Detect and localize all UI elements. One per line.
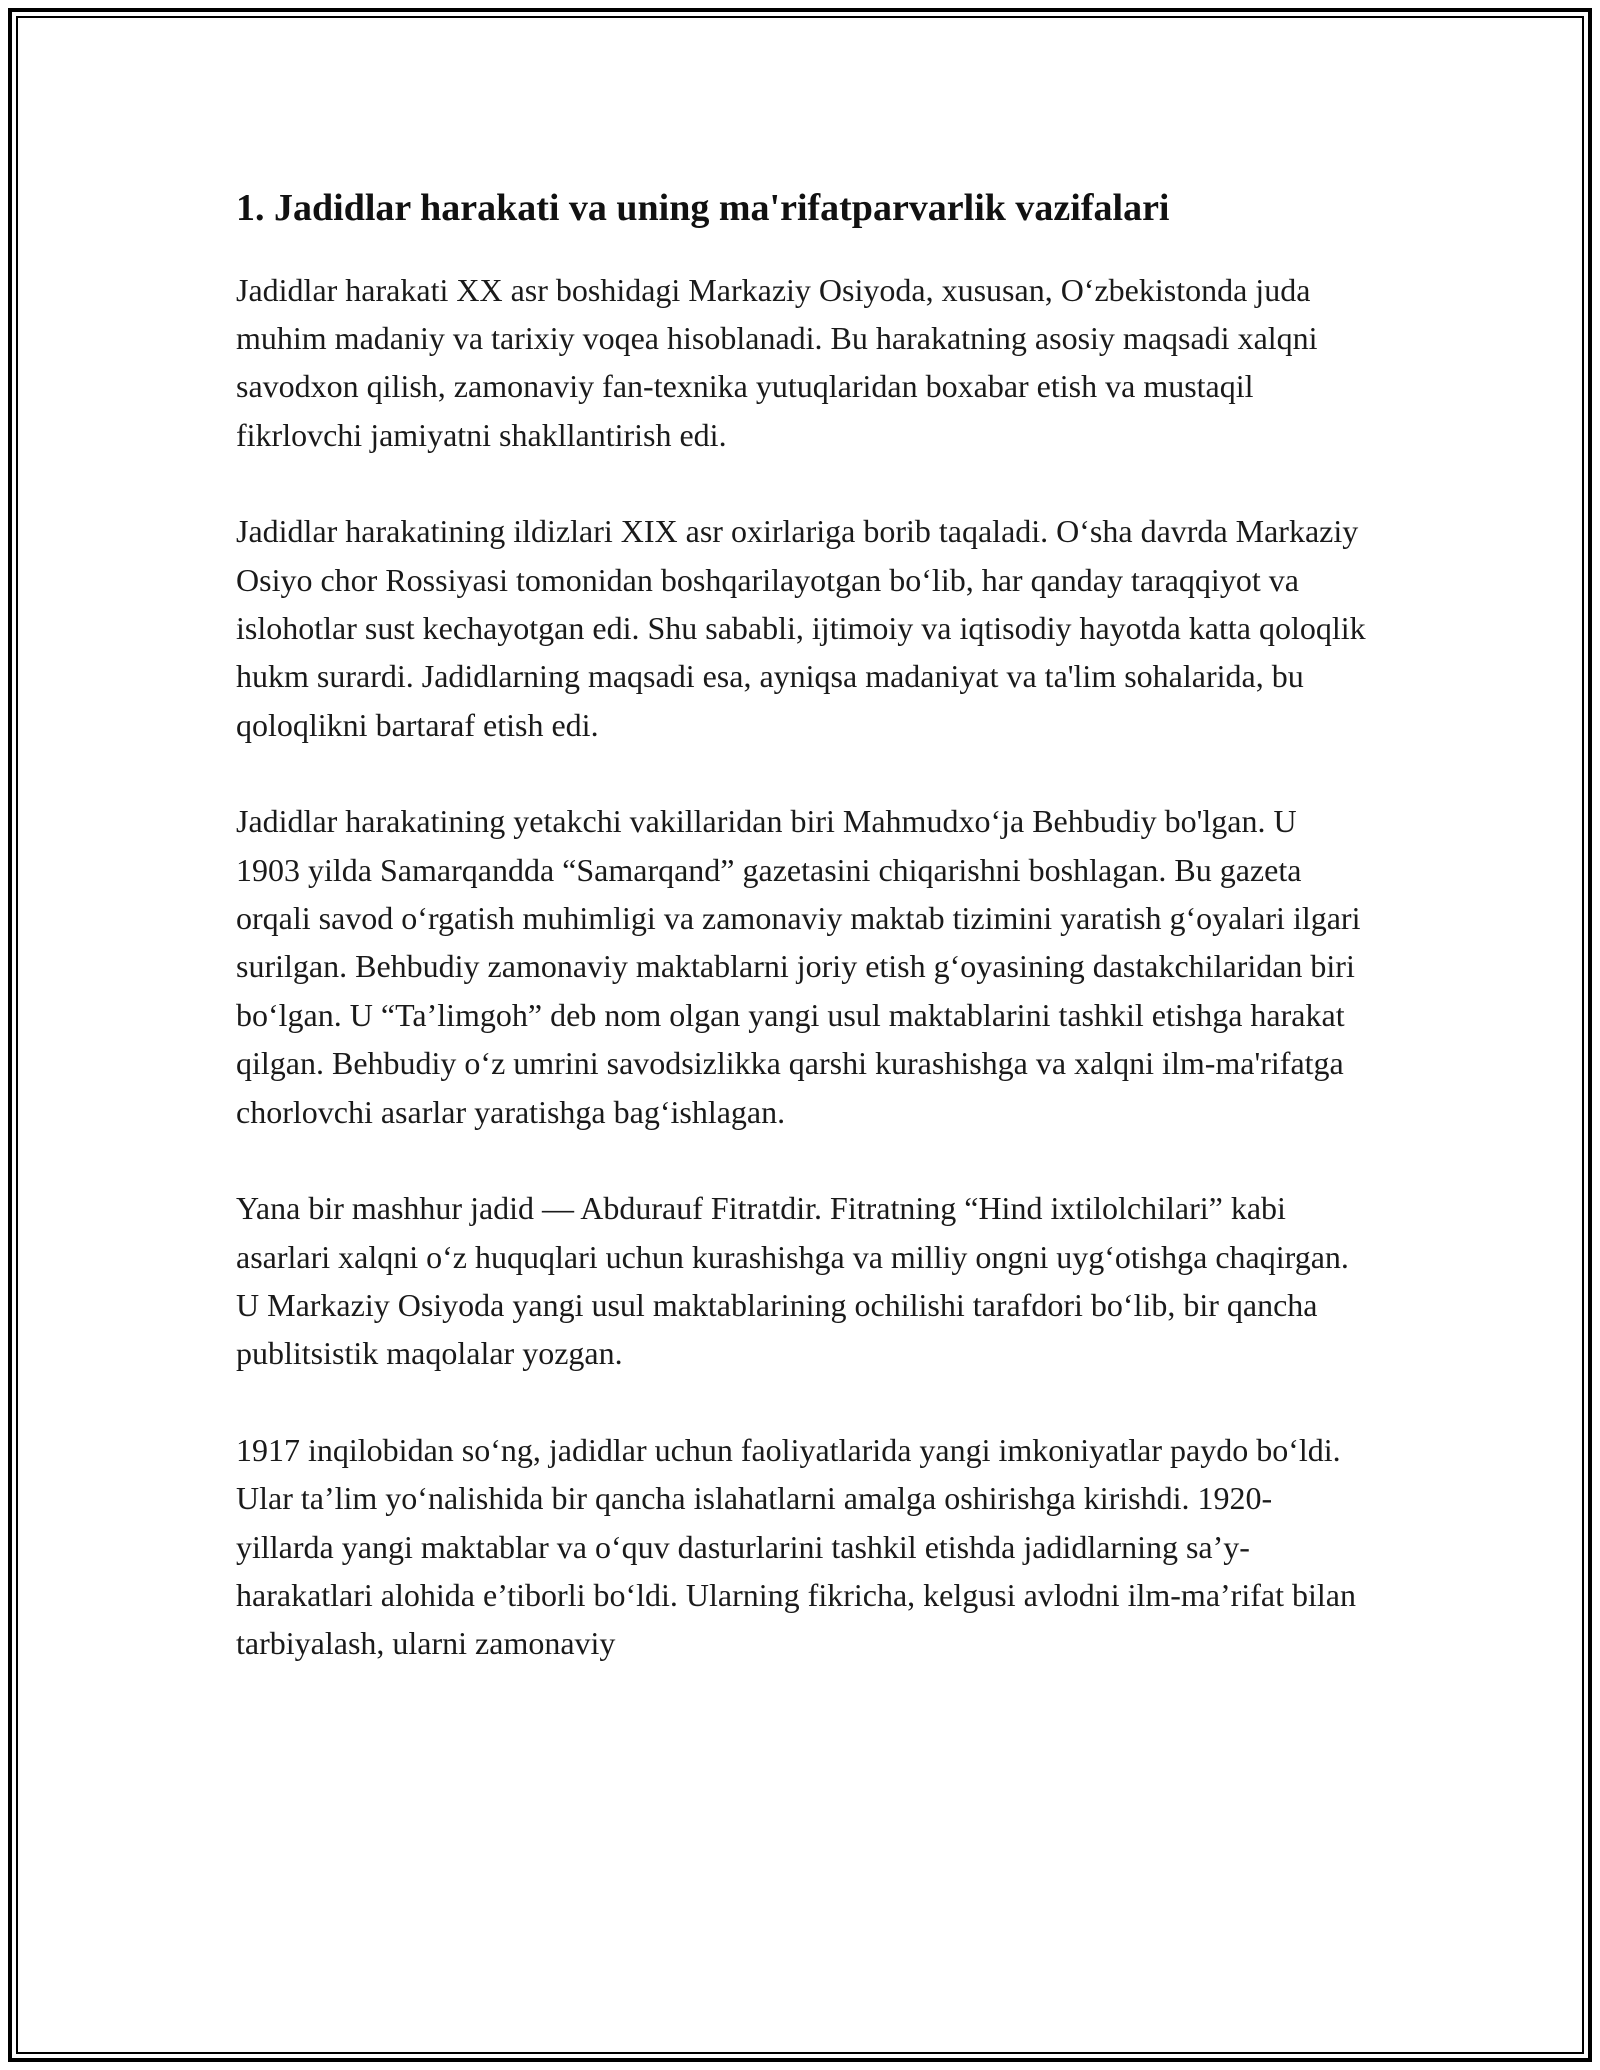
paragraph-fitrat: Yana bir mashhur jadid — Abdurauf Fitratdir. Fitratning “Hind ixtilolchilari” kabi asarlari xalqni o‘z huquqlari uchun kurashishga va milliy ongni uyg‘otishga chaqirgan. U Markaziy Osiyoda yangi usul maktablarining ochilishi tarafdori bo‘lib, bir qancha publitsistik maqolalar yozgan. (236, 1190, 1349, 1372)
document-body (236, 186, 1368, 1716)
paragraph-intro: Jadidlar harakati XX asr boshidagi Markaziy Osiyoda, xususan, O‘zbekistonda juda muhim madaniy va tarixiy voqea hisoblanadi. Bu harakatning asosiy maqsadi xalqni savodxon qilish, zamonaviy fan-texnika yutuqlaridan boxabar etish va mustaqil fikrlovchi jamiyatni shakllantirish edi. (236, 271, 1318, 453)
document-title: 1. Jadidlar harakati va uning ma'rifatparvarlik vazifalari (236, 187, 1170, 229)
paragraph-origins: Jadidlar harakatining ildizlari XIX asr oxirlariga borib taqaladi. O‘sha davrda Markaziy Osiyo chor Rossiyasi tomonidan boshqarilayotgan bo‘lib, har qanday taraqqiyot va islohotlar sust kechayotgan edi. Shu sababli, ijtimoiy va iqtisodiy hayotda katta qoloqlik hukm surardi. Jadidlarning maqsadi esa, ayniqsa madaniyat va ta'lim sohalarida, bu qoloqlikni bartaraf etish edi. (236, 513, 1366, 743)
paragraph-1917: 1917 inqilobidan so‘ng, jadidlar uchun faoliyatlarida yangi imkoniyatlar paydo bo‘ldi. Ular ta’lim yo‘nalishida bir qancha islahatlarni amalga oshirishga kirishdi. 1920-yillarda yangi maktablar va o‘quv dasturlarini tashkil etishda jadidlarning sa’y-harakatlari alohida e’tiborli bo‘ldi. Ularning fikricha, kelgusi avlodni ilm-ma’rifat bilan tarbiyalash, ularni zamonaviy (236, 1431, 1356, 1662)
paragraph-behbudiy: Jadidlar harakatining yetakchi vakillaridan biri Mahmudxo‘ja Behbudiy bo'lgan. U 1903 yilda Samarqandda “Samarqand” gazetasini chiqarishni boshlagan. Bu gazeta orqali savod o‘rgatish muhimligi va zamonaviy maktab tizimini yaratish g‘oyalari ilgari surilgan. Behbudiy zamonaviy maktablarni joriy etish g‘oyasining dastakchilaridan biri bo‘lgan. U “Ta’limgoh” deb nom olgan yangi usul maktablarini tashkil etishga harakat qilgan. Behbudiy o‘z umrini savodsizlikka qarshi kurashishga va xalqni ilm-ma'rifatga chorlovchi asarlar yaratishga bag‘ishlagan. (236, 803, 1361, 1130)
